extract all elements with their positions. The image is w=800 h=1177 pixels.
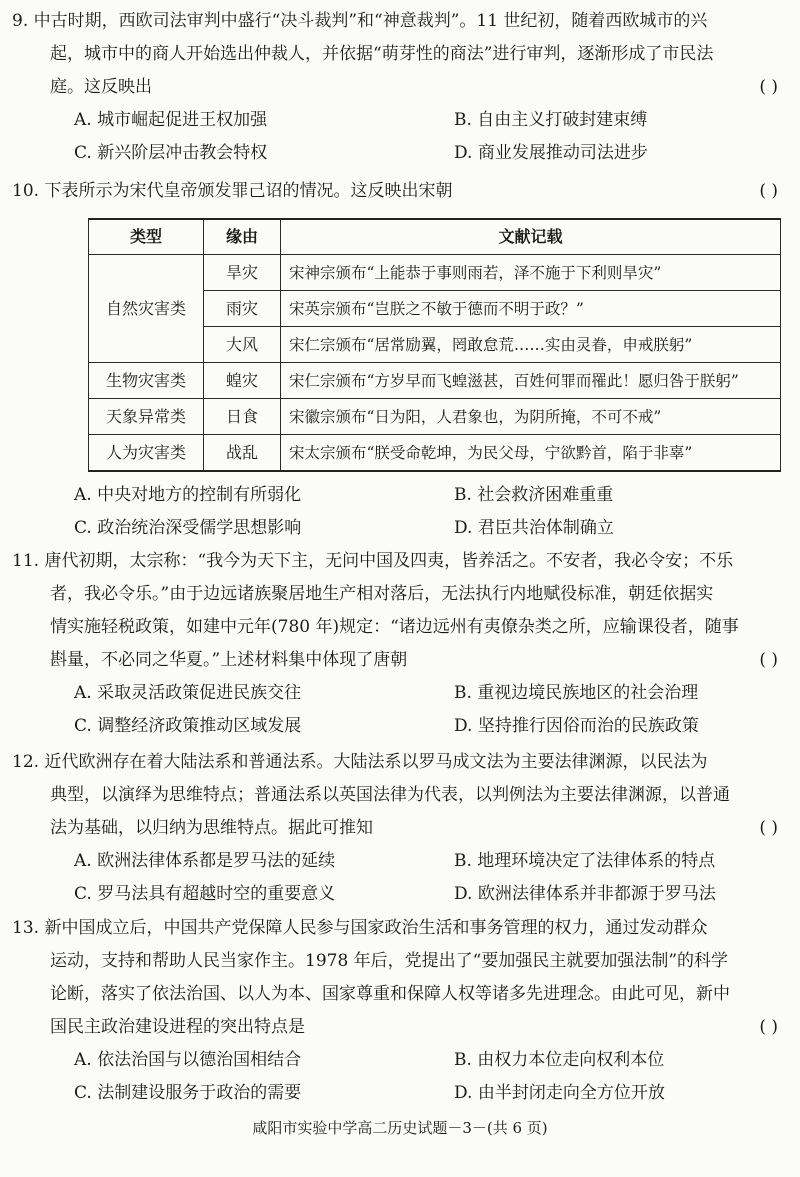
record-cell: 宋神宗颁布“上能恭于事则雨若，泽不施于下利则旱灾” <box>281 255 781 291</box>
question-12 <box>12 746 782 911</box>
question-text-line: 运动，支持和帮助人民当家作主。1978 年后，党提出了“要加强民主就要加强法制”的科学 <box>50 951 729 971</box>
option-row <box>12 878 782 911</box>
option-row <box>12 479 782 512</box>
option-row <box>12 710 782 743</box>
question-text-line: 13. 新中国成立后，中国共产党保障人民参与国家政治生活和事务管理的权力，通过发动群众 <box>12 918 708 938</box>
reason-cell: 雨灾 <box>204 291 281 327</box>
question-text-end: 国民主政治建设进程的突出特点是 <box>50 1017 305 1037</box>
option-c: C. 法制建设服务于政治的需要 <box>74 1083 302 1103</box>
question-text-line: 论断，落实了依法治国、以人为本、国家尊重和保障人权等诸多先进理念。由此可见，新中 <box>50 984 730 1004</box>
option-row <box>12 1044 782 1077</box>
option-a: A. 依法治国与以德治国相结合 <box>74 1050 302 1070</box>
question-text-line: 典型，以演绎为思维特点；普通法系以英国法律为代表，以判例法为主要法律渊源，以普通 <box>50 785 730 805</box>
type-cell: 天象异常类 <box>89 399 204 435</box>
option-row <box>12 677 782 710</box>
edict-table <box>88 218 781 472</box>
reason-cell: 大风 <box>204 327 281 363</box>
table-row <box>89 255 781 291</box>
record-cell: 宋仁宗颁布“方岁早而飞蝗滋甚，百姓何罪而罹此！愿归咎于朕躬” <box>281 363 781 399</box>
question-10 <box>12 175 782 208</box>
record-cell: 宋徽宗颁布“日为阳，人君象也，为阴所掩，不可不戒” <box>281 399 781 435</box>
table-header-cell: 文献记载 <box>281 219 781 255</box>
question-text-end: 庭。这反映出 <box>50 77 152 97</box>
reason-cell: 日食 <box>204 399 281 435</box>
question-9 <box>12 5 782 170</box>
question-text-line: 情实施轻税政策，如建中元年(780 年)规定：“诸边远州有夷僚杂类之所，应输课役者，随事 <box>50 617 739 637</box>
record-cell: 宋英宗颁布“岂朕之不敏于德而不明于政？” <box>281 291 781 327</box>
option-row <box>12 1077 782 1110</box>
answer-parentheses: ( ) <box>759 650 778 670</box>
option-b: B. 社会救济困难重重 <box>454 485 614 505</box>
option-b: B. 自由主义打破封建束缚 <box>454 110 648 130</box>
question-text-line <box>12 175 782 208</box>
option-b: B. 地理环境决定了法律体系的特点 <box>454 851 716 871</box>
question-11 <box>12 545 782 743</box>
option-d: D. 商业发展推动司法进步 <box>454 143 648 163</box>
type-cell: 生物灾害类 <box>89 363 204 399</box>
question-text-line: 起，城市中的商人开始选出仲裁人，并依据“萌芽性的商法”进行审判，逐渐形成了市民法 <box>50 44 714 64</box>
option-row <box>12 845 782 878</box>
question-text-line <box>12 71 782 104</box>
reason-cell: 旱灾 <box>204 255 281 291</box>
question-text-end: 10. 下表所示为宋代皇帝颁发罪己诏的情况。这反映出宋朝 <box>12 181 453 201</box>
option-row <box>12 104 782 137</box>
type-cell: 自然灾害类 <box>89 255 204 363</box>
option-c: C. 新兴阶层冲击教会特权 <box>74 143 268 163</box>
option-row <box>12 512 782 545</box>
option-c: C. 罗马法具有超越时空的重要意义 <box>74 884 336 904</box>
answer-parentheses: ( ) <box>759 77 778 97</box>
question-text-end: 斟量，不必同之华夏。”上述材料集中体现了唐朝 <box>50 650 408 670</box>
option-b: B. 重视边境民族地区的社会治理 <box>454 683 699 703</box>
answer-parentheses: ( ) <box>759 1017 778 1037</box>
question-text-line: 者，我必令乐。”由于边远诸族聚居地生产相对落后，无法执行内地赋役标准，朝廷依据实 <box>50 584 714 604</box>
table-row <box>89 399 781 435</box>
option-d: D. 君臣共治体制确立 <box>454 518 614 538</box>
option-d: D. 欧洲法律体系并非都源于罗马法 <box>454 884 716 904</box>
question-text-line: 11. 唐代初期，太宗称：“我今为天下主，无问中国及四夷，皆养活之。不安者，我必令安；不乐 <box>12 551 734 571</box>
question-text-line <box>12 1011 782 1044</box>
question-text-line <box>12 812 782 845</box>
option-d: D. 由半封闭走向全方位开放 <box>454 1083 665 1103</box>
option-a: A. 城市崛起促进王权加强 <box>74 110 268 130</box>
question-text-line: 9. 中古时期，西欧司法审判中盛行“决斗裁判”和“神意裁判”。11 世纪初，随着西欧城市的兴 <box>12 11 708 31</box>
question-text-line <box>12 644 782 677</box>
option-b: B. 由权力本位走向权利本位 <box>454 1050 665 1070</box>
type-cell: 人为灾害类 <box>89 435 204 472</box>
answer-parentheses: ( ) <box>759 818 778 838</box>
option-row <box>12 137 782 170</box>
question-13 <box>12 912 782 1110</box>
answer-parentheses: ( ) <box>759 181 778 201</box>
question-10-options <box>12 479 782 545</box>
reason-cell: 蝗灾 <box>204 363 281 399</box>
reason-cell: 战乱 <box>204 435 281 472</box>
table-header-cell: 类型 <box>89 219 204 255</box>
option-a: A. 欧洲法律体系都是罗马法的延续 <box>74 851 336 871</box>
option-a: A. 中央对地方的控制有所弱化 <box>74 485 302 505</box>
table-header-row <box>89 219 781 255</box>
record-cell: 宋仁宗颁布“居常励翼，罔敢怠荒……实由灵眷，申戒朕躬” <box>281 327 781 363</box>
table-row <box>89 435 781 472</box>
page-footer: 咸阳市实验中学高二历史试题－3－(共 6 页) <box>252 1119 548 1137</box>
option-c: C. 政治统治深受儒学思想影响 <box>74 518 302 538</box>
record-cell: 宋太宗颁布“朕受命乾坤，为民父母，宁欲黔首，陷于非辜” <box>281 435 781 472</box>
option-c: C. 调整经济政策推动区域发展 <box>74 716 302 736</box>
table-row <box>89 363 781 399</box>
option-d: D. 坚持推行因俗而治的民族政策 <box>454 716 699 736</box>
table-header-cell: 缘由 <box>204 219 281 255</box>
question-text-end: 法为基础，以归纳为思维特点。据此可推知 <box>50 818 373 838</box>
question-text-line: 12. 近代欧洲存在着大陆法系和普通法系。大陆法系以罗马成文法为主要法律渊源，以民法为 <box>12 752 708 772</box>
option-a: A. 采取灵活政策促进民族交往 <box>74 683 302 703</box>
